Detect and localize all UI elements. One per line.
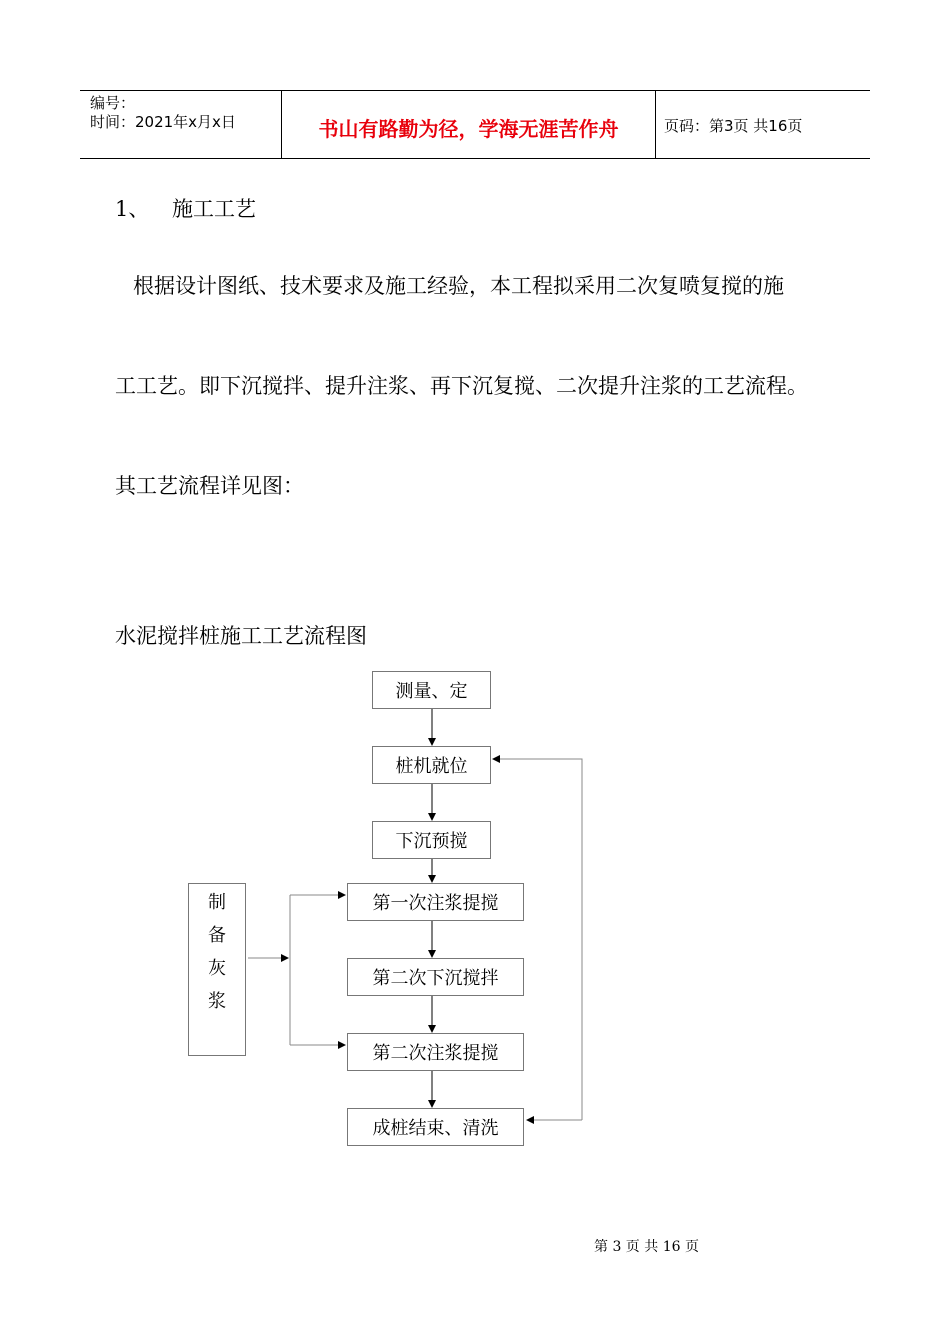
step-finish: 成桩结束、清洗 [347, 1108, 524, 1146]
paragraph-line: 工工艺。即下沉搅拌、提升注浆、再下沉复搅、二次提升注浆的工艺流程。 [115, 374, 808, 398]
side-box-char: 浆 [208, 991, 226, 1012]
diagram-caption: 水泥搅拌桩施工工艺流程图 [115, 624, 367, 648]
step-second-sink: 第二次下沉搅拌 [347, 958, 524, 996]
side-box-char: 制 [208, 892, 226, 913]
side-box-prepare-grout [188, 883, 246, 1056]
header-page-number: 页码：第3页 共16页 [664, 117, 803, 135]
header-motto: 书山有路勤为径，学海无涯苦作舟 [318, 117, 619, 141]
step-pile-position: 桩机就位 [372, 746, 491, 784]
step-second-grout: 第二次注浆提搅 [347, 1033, 524, 1071]
step-first-grout: 第一次注浆提搅 [347, 883, 524, 921]
header-date: 时间：2021年x月x日 [90, 113, 236, 131]
step-survey: 测量、定 [372, 671, 491, 709]
paragraph-line: 其工艺流程详见图： [115, 474, 304, 498]
step-sink-premix: 下沉预搅 [372, 821, 491, 859]
header-number-label: 编号： [90, 94, 136, 112]
section-title: 施工工艺 [172, 197, 256, 221]
paragraph-line: 根据设计图纸、技术要求及施工经验，本工程拟采用二次复喷复搅的施 [133, 274, 784, 298]
side-box-char: 备 [208, 925, 226, 946]
footer-page-number: 第 3 页 共 16 页 [594, 1239, 699, 1255]
side-box-char: 灰 [208, 958, 226, 979]
section-number: 1、 [115, 197, 150, 221]
